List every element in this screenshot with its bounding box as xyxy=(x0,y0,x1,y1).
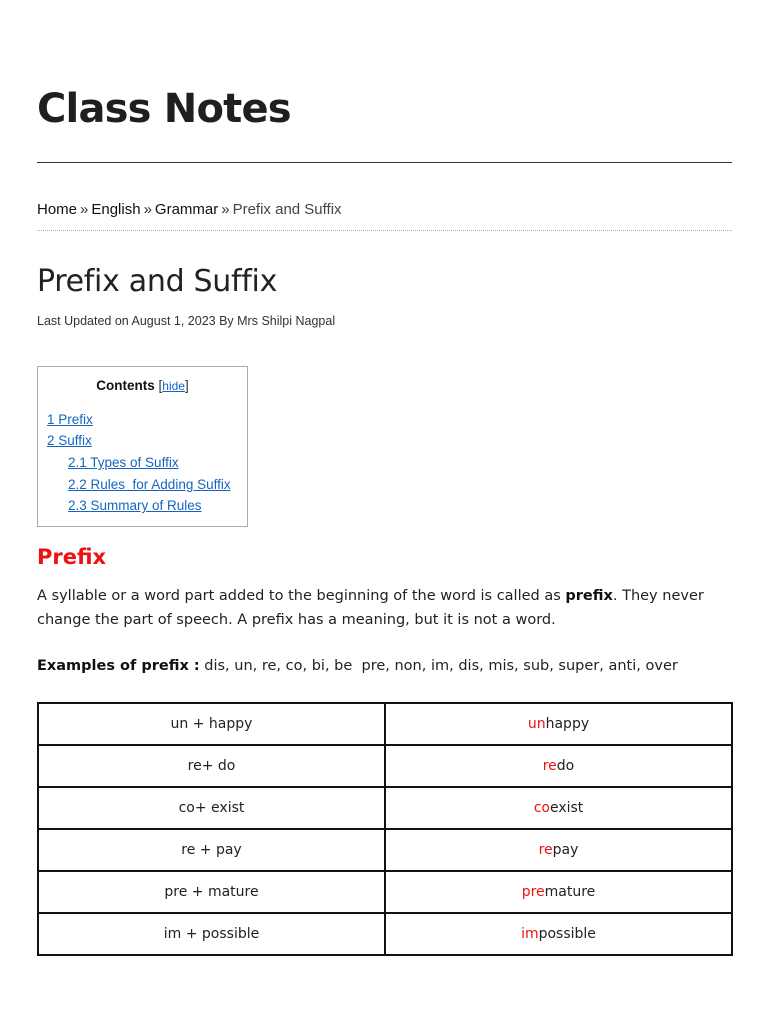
result-word-cell xyxy=(385,913,732,955)
base-word-cell: un + happy xyxy=(38,703,385,745)
toc-item-prefix[interactable]: 1 Prefix xyxy=(47,412,93,427)
toc-item-rules-for-adding-suffix[interactable]: 2.2 Rules for Adding Suffix xyxy=(68,477,231,492)
result-word-cell xyxy=(385,703,732,745)
root-part: happy xyxy=(545,716,590,732)
breadcrumb-separator: » xyxy=(80,201,89,218)
table-row xyxy=(38,787,732,829)
examples-label: Examples of prefix : xyxy=(37,658,200,674)
toc-bracket-open: [ xyxy=(158,378,163,393)
prefix-highlight: un xyxy=(527,716,546,732)
prefix-definition xyxy=(37,585,737,632)
table-row xyxy=(38,871,732,913)
section-heading-prefix: Prefix xyxy=(37,545,107,569)
breadcrumb-home[interactable]: Home xyxy=(37,201,78,218)
table-row xyxy=(38,703,732,745)
result-word-cell xyxy=(385,871,732,913)
definition-text-end: . They never change the part of speech. A prefix has a meaning, but it is not a word. xyxy=(37,588,704,628)
prefix-examples xyxy=(37,655,737,678)
prefix-highlight: re xyxy=(538,842,553,858)
base-word-cell: im + possible xyxy=(38,913,385,955)
toc-bracket-close: ] xyxy=(184,378,189,393)
breadcrumb-grammar[interactable]: Grammar xyxy=(154,201,219,218)
post-meta: Last Updated on August 1, 2023 By Mrs Shilpi Nagpal xyxy=(37,314,336,328)
toc-header xyxy=(38,377,247,395)
toc-item-types-of-suffix[interactable]: 2.1 Types of Suffix xyxy=(68,455,179,470)
breadcrumb-divider xyxy=(37,230,732,231)
prefix-highlight: im xyxy=(521,926,539,942)
result-word-cell xyxy=(385,787,732,829)
prefix-highlight: re xyxy=(542,758,557,774)
breadcrumb xyxy=(37,200,342,220)
prefix-highlight: pre xyxy=(521,884,545,900)
toc-item-summary-of-rules[interactable]: 2.3 Summary of Rules xyxy=(68,498,202,513)
definition-bold-term: prefix xyxy=(565,588,613,604)
root-part: do xyxy=(556,758,575,774)
table-row xyxy=(38,829,732,871)
breadcrumb-separator: » xyxy=(221,201,230,218)
page-title: Prefix and Suffix xyxy=(37,264,278,299)
root-part: possible xyxy=(538,926,596,942)
site-title[interactable]: Class Notes xyxy=(37,86,291,132)
table-of-contents xyxy=(37,366,248,527)
breadcrumb-current: Prefix and Suffix xyxy=(232,201,342,218)
table-row xyxy=(38,745,732,787)
base-word-cell: re + pay xyxy=(38,829,385,871)
definition-text-start: A syllable or a word part added to the beginning of the word is called as xyxy=(37,588,566,604)
breadcrumb-english[interactable]: English xyxy=(91,201,141,218)
toc-hide-link[interactable]: hide xyxy=(162,379,185,393)
root-part: pay xyxy=(552,842,579,858)
base-word-cell: re+ do xyxy=(38,745,385,787)
header-divider xyxy=(37,162,732,163)
root-part: mature xyxy=(544,884,596,900)
breadcrumb-separator: » xyxy=(143,201,152,218)
examples-list: dis, un, re, co, bi, be pre, non, im, dis, mis, sub, super, anti, over xyxy=(199,658,678,674)
toc-title: Contents xyxy=(96,378,155,393)
root-part: exist xyxy=(549,800,584,816)
prefix-highlight: co xyxy=(533,800,550,816)
prefix-examples-table xyxy=(37,702,733,956)
result-word-cell xyxy=(385,745,732,787)
base-word-cell: pre + mature xyxy=(38,871,385,913)
result-word-cell xyxy=(385,829,732,871)
table-row xyxy=(38,913,732,955)
base-word-cell: co+ exist xyxy=(38,787,385,829)
toc-item-suffix[interactable]: 2 Suffix xyxy=(47,433,92,448)
